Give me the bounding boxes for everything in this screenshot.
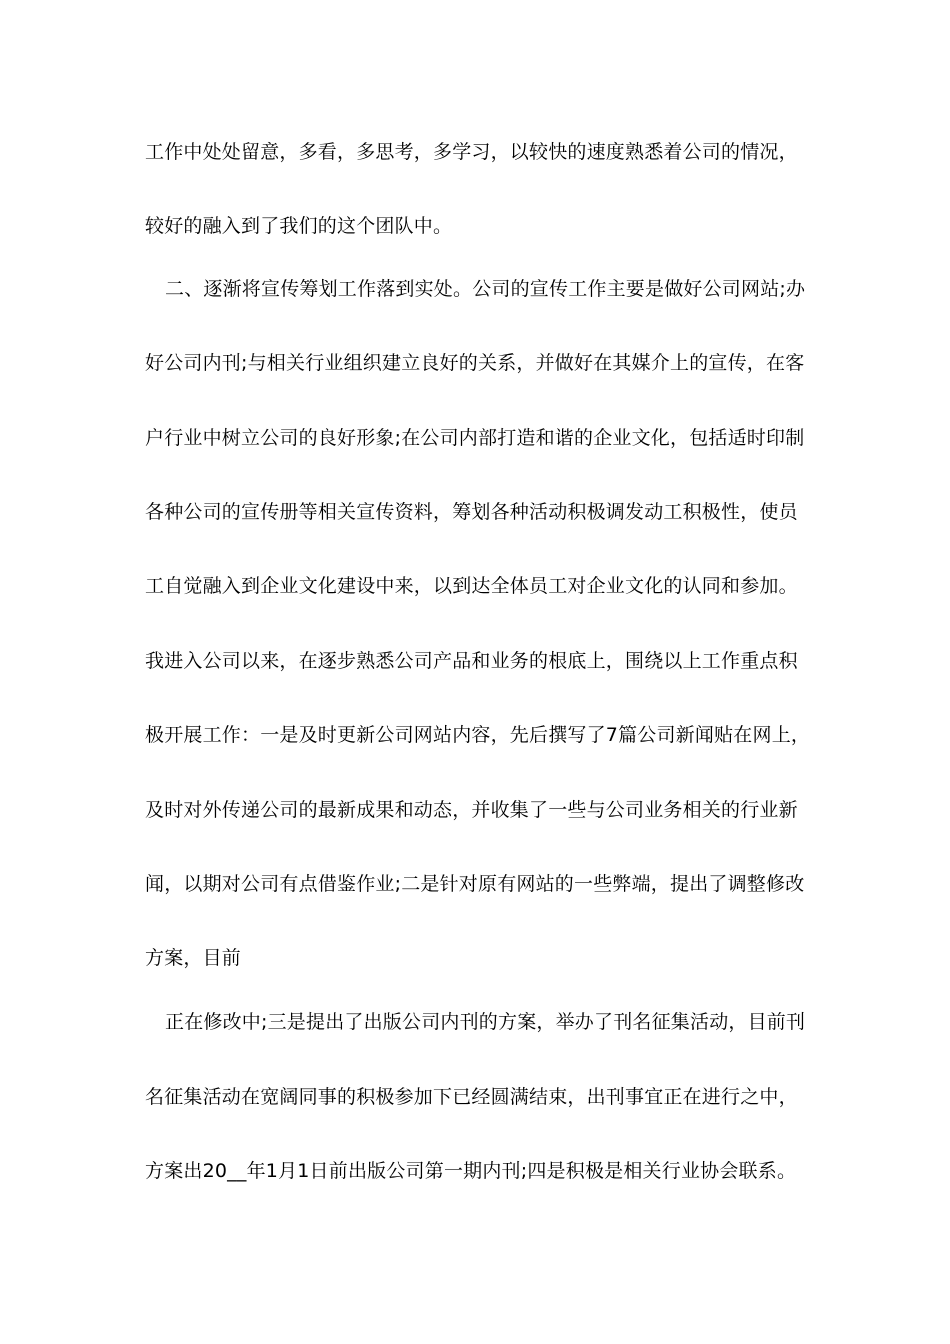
paragraph-line-3: 二、逐渐将宣传筹划工作落到实处。公司的宣传工作主要是做好公司网站;办 (165, 278, 806, 300)
paragraph-line-9: 极开展工作：一是及时更新公司网站内容，先后撰写了7篇公司新闻贴在网上， (145, 724, 811, 746)
paragraph-line-10: 及时对外传递公司的最新成果和动态，并收集了一些与公司业务相关的行业新 (145, 799, 798, 821)
paragraph-line-14: 名征集活动在宽阔同事的积极参加下已经圆满结束，出刊事宜正在进行之中， (145, 1086, 798, 1108)
paragraph-line-5: 户行业中树立公司的良好形象;在公司内部打造和谐的企业文化，包括适时印制 (145, 427, 805, 449)
paragraph-line-4: 好公司内刊;与相关行业组织建立良好的关系，并做好在其媒介上的宣传，在客 (145, 352, 805, 374)
paragraph-line-2: 较好的融入到了我们的这个团队中。 (145, 215, 453, 237)
paragraph-line-6: 各种公司的宣传册等相关宣传资料，筹划各种活动积极调发动工积极性，使员 (145, 501, 798, 523)
paragraph-line-11: 闻，以期对公司有点借鉴作业;二是针对原有网站的一些弊端，提出了调整修改 (145, 873, 805, 895)
paragraph-line-12: 方案，目前 (145, 947, 242, 969)
paragraph-line-15: 方案出20__年1月1日前出版公司第一期内刊;四是积极是相关行业协会联系。 (145, 1160, 797, 1182)
paragraph-line-7: 工自觉融入到企业文化建设中来，以到达全体员工对企业文化的认同和参加。 (145, 575, 798, 597)
paragraph-line-13: 正在修改中;三是提出了出版公司内刊的方案，举办了刊名征集活动，目前刊 (165, 1011, 806, 1033)
paragraph-line-8: 我进入公司以来，在逐步熟悉公司产品和业务的根底上，围绕以上工作重点积 (145, 650, 798, 672)
paragraph-line-1: 工作中处处留意，多看，多思考，多学习，以较快的速度熟悉着公司的情况， (145, 141, 798, 163)
